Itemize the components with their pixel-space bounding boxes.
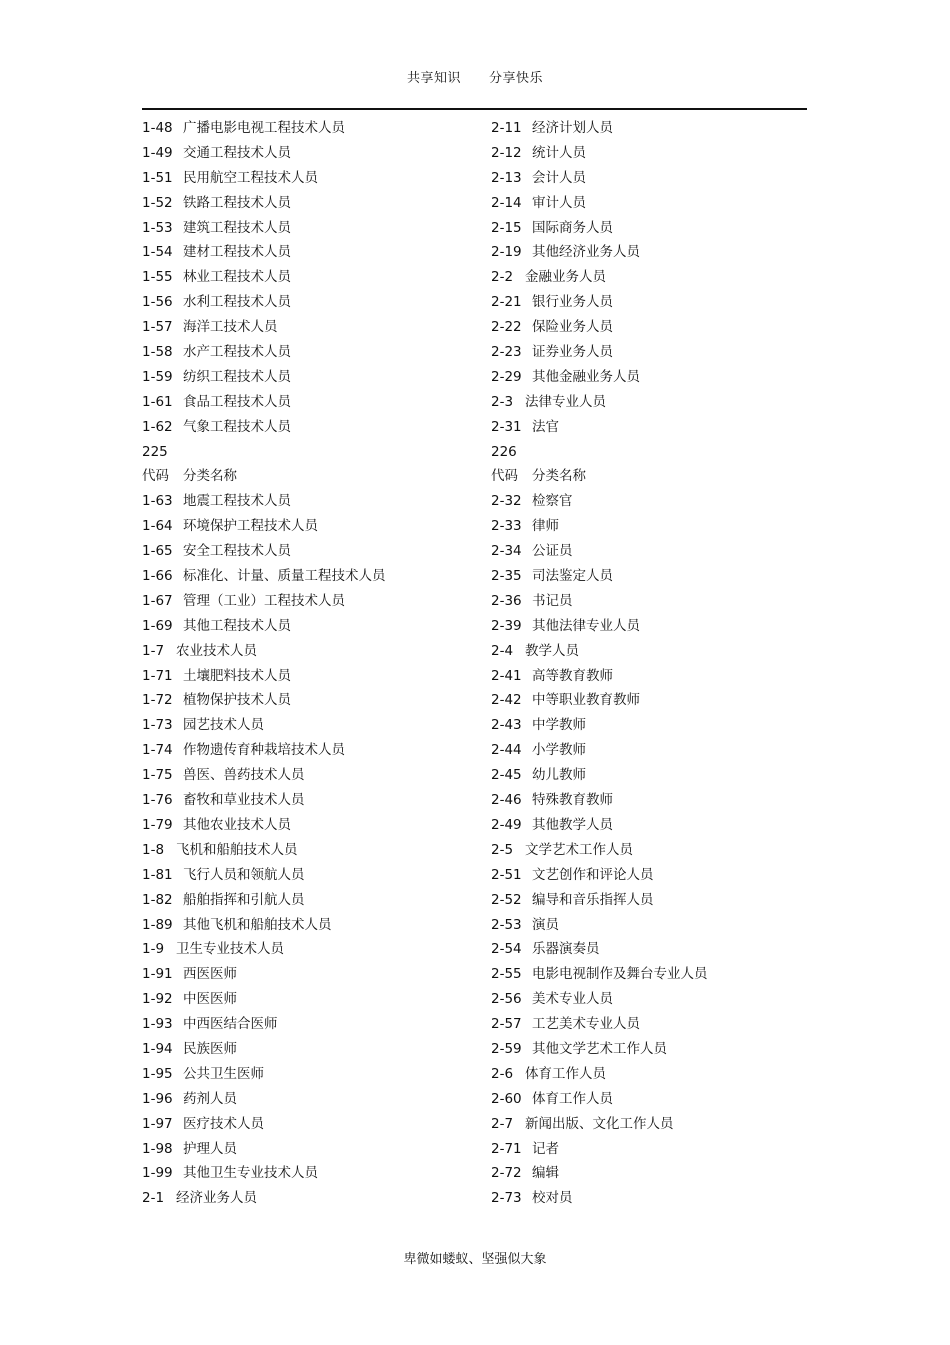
item-name: 植物保护技术人员 xyxy=(183,692,291,709)
list-item xyxy=(491,265,821,290)
list-item xyxy=(142,863,472,888)
item-name: 其他法律专业人员 xyxy=(532,617,640,634)
list-item xyxy=(491,688,821,713)
item-name: 水利工程技术人员 xyxy=(183,294,291,311)
item-code: 1-65 xyxy=(142,543,173,560)
list-item xyxy=(142,489,472,514)
list-item xyxy=(491,315,821,340)
list-item xyxy=(142,962,472,987)
list-item xyxy=(491,1112,821,1137)
list-item xyxy=(142,290,472,315)
item-code: 1-96 xyxy=(142,1090,173,1107)
list-item xyxy=(491,713,821,738)
item-name: 其他文学艺术工作人员 xyxy=(532,1040,667,1057)
item-name: 检察官 xyxy=(532,493,573,510)
item-name: 电影电视制作及舞台专业人员 xyxy=(532,966,708,983)
item-code: 代码 xyxy=(142,468,169,485)
list-item xyxy=(491,464,821,489)
list-item xyxy=(142,1037,472,1062)
list-item xyxy=(491,440,821,465)
item-name: 司法鉴定人员 xyxy=(532,568,613,585)
item-name: 水产工程技术人员 xyxy=(183,344,291,361)
item-code: 1-49 xyxy=(142,144,173,161)
item-name: 文学艺术工作人员 xyxy=(525,841,633,858)
list-item xyxy=(142,116,472,141)
item-name: 高等教育教师 xyxy=(532,667,613,684)
item-code: 1-69 xyxy=(142,617,173,634)
item-name: 其他金融业务人员 xyxy=(532,368,640,385)
item-code: 1-94 xyxy=(142,1040,173,1057)
item-code: 2-36 xyxy=(491,592,522,609)
list-item xyxy=(491,365,821,390)
list-item xyxy=(491,1037,821,1062)
item-code: 2-15 xyxy=(491,219,522,236)
list-item xyxy=(491,913,821,938)
list-item xyxy=(491,888,821,913)
list-item xyxy=(491,813,821,838)
item-code: 2-73 xyxy=(491,1190,522,1207)
item-name: 中学教师 xyxy=(532,717,586,734)
list-item xyxy=(491,514,821,539)
list-item xyxy=(142,514,472,539)
list-item xyxy=(142,913,472,938)
item-code: 1-93 xyxy=(142,1016,173,1033)
list-item xyxy=(142,713,472,738)
item-code: 2-49 xyxy=(491,816,522,833)
item-name: 广播电影电视工程技术人员 xyxy=(183,120,345,136)
list-item xyxy=(142,738,472,763)
list-item xyxy=(142,464,472,489)
item-code: 2-59 xyxy=(491,1040,522,1057)
list-item xyxy=(142,539,472,564)
item-code: 2-4 xyxy=(491,642,514,659)
item-code: 1-52 xyxy=(142,194,173,211)
item-code: 1-81 xyxy=(142,866,173,883)
list-item xyxy=(491,141,821,166)
item-code: 1-67 xyxy=(142,592,173,609)
item-code: 2-34 xyxy=(491,543,522,560)
item-code: 2-22 xyxy=(491,319,522,336)
item-code: 1-89 xyxy=(142,916,173,933)
list-item xyxy=(142,813,472,838)
item-name: 法官 xyxy=(532,418,559,435)
item-code: 1-59 xyxy=(142,368,173,385)
item-name: 保险业务人员 xyxy=(532,319,613,336)
item-name: 乐器演奏员 xyxy=(532,941,600,958)
item-name: 畜牧和草业技术人员 xyxy=(183,792,305,809)
list-item xyxy=(491,639,821,664)
item-name: 标准化、计量、质量工程技术人员 xyxy=(183,568,386,585)
item-code: 2-57 xyxy=(491,1016,522,1033)
item-name: 编导和音乐指挥人员 xyxy=(532,891,654,908)
item-name: 海洋工技术人员 xyxy=(183,319,278,336)
item-name: 审计人员 xyxy=(532,194,586,211)
item-code: 1-57 xyxy=(142,319,173,336)
item-code: 1-8 xyxy=(142,841,165,858)
list-item xyxy=(142,315,472,340)
item-name: 记者 xyxy=(532,1140,559,1157)
list-item xyxy=(142,688,472,713)
item-code: 1-58 xyxy=(142,344,173,361)
item-name: 分类名称 xyxy=(183,468,237,485)
item-code: 2-13 xyxy=(491,169,522,186)
item-code: 1-79 xyxy=(142,816,173,833)
item-code: 2-51 xyxy=(491,866,522,883)
page-footer: 卑微如蝼蚁、坚强似大象 xyxy=(403,1252,547,1267)
list-item xyxy=(142,987,472,1012)
item-name: 体育工作人员 xyxy=(532,1090,613,1107)
item-code: 1-99 xyxy=(142,1165,173,1182)
item-name: 地震工程技术人员 xyxy=(183,493,291,510)
item-name: 中医医师 xyxy=(183,991,237,1008)
list-item xyxy=(142,191,472,216)
item-code: 1-9 xyxy=(142,941,165,958)
item-code: 2-1 xyxy=(142,1190,165,1207)
item-code: 2-23 xyxy=(491,344,522,361)
item-code: 2-46 xyxy=(491,792,522,809)
item-code: 1-7 xyxy=(142,642,165,659)
item-code: 2-33 xyxy=(491,518,522,535)
item-name: 文艺创作和评论人员 xyxy=(532,866,654,883)
item-code: 2-32 xyxy=(491,493,522,510)
item-code: 226 xyxy=(491,443,517,460)
item-name: 教学人员 xyxy=(525,642,579,659)
item-name: 兽医、兽药技术人员 xyxy=(183,767,305,784)
list-item xyxy=(491,290,821,315)
list-item xyxy=(491,937,821,962)
item-code: 2-45 xyxy=(491,767,522,784)
list-item xyxy=(491,216,821,241)
item-code: 1-97 xyxy=(142,1115,173,1132)
item-name: 铁路工程技术人员 xyxy=(183,194,291,211)
list-item xyxy=(142,589,472,614)
item-code: 1-75 xyxy=(142,767,173,784)
item-name: 体育工作人员 xyxy=(525,1065,606,1082)
list-item xyxy=(491,1186,821,1211)
item-name: 特殊教育教师 xyxy=(532,792,613,809)
item-code: 2-54 xyxy=(491,941,522,958)
item-code: 2-6 xyxy=(491,1065,514,1082)
item-name: 园艺技术人员 xyxy=(183,717,264,734)
list-item xyxy=(491,390,821,415)
item-code: 1-95 xyxy=(142,1065,173,1082)
item-name: 飞机和船舶技术人员 xyxy=(176,841,298,858)
item-name: 药剂人员 xyxy=(183,1090,237,1107)
item-code: 1-98 xyxy=(142,1140,173,1157)
item-code: 2-43 xyxy=(491,717,522,734)
item-name: 气象工程技术人员 xyxy=(183,418,291,435)
item-code: 225 xyxy=(142,443,168,460)
list-item xyxy=(142,763,472,788)
item-code: 2-19 xyxy=(491,244,522,261)
list-item xyxy=(491,1062,821,1087)
item-code: 1-73 xyxy=(142,717,173,734)
item-name: 飞行人员和领航人员 xyxy=(183,866,305,883)
list-item xyxy=(491,614,821,639)
item-name: 作物遗传育种栽培技术人员 xyxy=(183,742,345,759)
item-code: 1-56 xyxy=(142,294,173,311)
item-name: 演员 xyxy=(532,916,559,933)
item-name: 公证员 xyxy=(532,543,573,560)
header-divider xyxy=(142,108,807,110)
list-item xyxy=(491,1137,821,1162)
right-column xyxy=(491,116,821,1211)
list-item xyxy=(491,1012,821,1037)
item-name: 工艺美术专业人员 xyxy=(532,1016,640,1033)
item-code: 1-48 xyxy=(142,120,173,136)
item-code: 1-71 xyxy=(142,667,173,684)
item-name: 校对员 xyxy=(532,1190,573,1207)
item-name: 经济计划人员 xyxy=(532,120,613,136)
list-item xyxy=(491,589,821,614)
list-item xyxy=(491,539,821,564)
item-name: 西医医师 xyxy=(183,966,237,983)
item-name: 安全工程技术人员 xyxy=(183,543,291,560)
item-name: 银行业务人员 xyxy=(532,294,613,311)
item-name: 交通工程技术人员 xyxy=(183,144,291,161)
list-item xyxy=(491,191,821,216)
item-code: 2-72 xyxy=(491,1165,522,1182)
list-item xyxy=(491,1161,821,1186)
item-code: 2-29 xyxy=(491,368,522,385)
left-column xyxy=(142,116,472,1211)
item-name: 其他教学人员 xyxy=(532,816,613,833)
list-item xyxy=(142,788,472,813)
list-item xyxy=(491,116,821,141)
item-name: 国际商务人员 xyxy=(532,219,613,236)
item-code: 1-53 xyxy=(142,219,173,236)
item-code: 1-74 xyxy=(142,742,173,759)
item-name: 中等职业教育教师 xyxy=(532,692,640,709)
item-code: 2-55 xyxy=(491,966,522,983)
item-name: 管理（工业）工程技术人员 xyxy=(183,592,345,609)
list-item xyxy=(491,240,821,265)
item-name: 其他农业技术人员 xyxy=(183,816,291,833)
list-item xyxy=(142,664,472,689)
item-code: 1-64 xyxy=(142,518,173,535)
list-item xyxy=(142,141,472,166)
list-item xyxy=(142,1112,472,1137)
item-code: 1-63 xyxy=(142,493,173,510)
item-name: 船舶指挥和引航人员 xyxy=(183,891,305,908)
item-code: 1-92 xyxy=(142,991,173,1008)
item-code: 2-2 xyxy=(491,269,514,286)
item-code: 2-52 xyxy=(491,891,522,908)
list-item xyxy=(491,838,821,863)
item-name: 公共卫生医师 xyxy=(183,1065,264,1082)
item-code: 2-7 xyxy=(491,1115,514,1132)
item-code: 1-72 xyxy=(142,692,173,709)
list-item xyxy=(491,489,821,514)
list-item xyxy=(142,614,472,639)
item-code: 1-76 xyxy=(142,792,173,809)
item-name: 卫生专业技术人员 xyxy=(176,941,284,958)
list-item xyxy=(491,863,821,888)
list-item xyxy=(142,1087,472,1112)
item-name: 医疗技术人员 xyxy=(183,1115,264,1132)
item-name: 金融业务人员 xyxy=(525,269,606,286)
list-item xyxy=(142,265,472,290)
list-item xyxy=(491,962,821,987)
item-code: 2-12 xyxy=(491,144,522,161)
list-item xyxy=(142,1062,472,1087)
list-item xyxy=(142,365,472,390)
list-item xyxy=(142,240,472,265)
item-name: 土壤肥料技术人员 xyxy=(183,667,291,684)
header-left-text: 共享知识 xyxy=(406,71,461,86)
item-name: 农业技术人员 xyxy=(176,642,257,659)
item-name: 小学教师 xyxy=(532,742,586,759)
list-item xyxy=(491,415,821,440)
item-code: 2-41 xyxy=(491,667,522,684)
item-code: 代码 xyxy=(491,468,518,485)
list-item xyxy=(142,564,472,589)
item-code: 1-61 xyxy=(142,393,173,410)
item-code: 2-21 xyxy=(491,294,522,311)
item-name: 林业工程技术人员 xyxy=(183,269,291,286)
list-item xyxy=(142,216,472,241)
header-right-text: 分享快乐 xyxy=(489,71,544,86)
list-item xyxy=(491,987,821,1012)
list-item xyxy=(142,340,472,365)
item-name: 法律专业人员 xyxy=(525,393,606,410)
item-code: 2-53 xyxy=(491,916,522,933)
item-code: 2-60 xyxy=(491,1090,522,1107)
list-item xyxy=(142,937,472,962)
list-item xyxy=(491,738,821,763)
item-name: 美术专业人员 xyxy=(532,991,613,1008)
item-name: 统计人员 xyxy=(532,144,586,161)
page-header xyxy=(0,67,950,86)
item-code: 2-14 xyxy=(491,194,522,211)
list-item xyxy=(491,763,821,788)
list-item xyxy=(142,838,472,863)
item-name: 新闻出版、文化工作人员 xyxy=(525,1115,674,1132)
item-name: 编辑 xyxy=(532,1165,559,1182)
list-item xyxy=(142,888,472,913)
list-item xyxy=(142,440,472,465)
item-code: 1-55 xyxy=(142,269,173,286)
item-name: 建筑工程技术人员 xyxy=(183,219,291,236)
item-code: 2-11 xyxy=(491,120,522,136)
item-name: 其他飞机和船舶技术人员 xyxy=(183,916,332,933)
item-code: 1-66 xyxy=(142,568,173,585)
list-item xyxy=(491,1087,821,1112)
list-item xyxy=(142,390,472,415)
list-item xyxy=(491,166,821,191)
list-item xyxy=(142,166,472,191)
list-item xyxy=(142,1186,472,1211)
item-name: 建材工程技术人员 xyxy=(183,244,291,261)
list-item xyxy=(142,1161,472,1186)
item-name: 幼儿教师 xyxy=(532,767,586,784)
item-name: 分类名称 xyxy=(532,468,586,485)
item-code: 1-51 xyxy=(142,169,173,186)
item-name: 中西医结合医师 xyxy=(183,1016,278,1033)
item-name: 经济业务人员 xyxy=(176,1190,257,1207)
item-name: 民族医师 xyxy=(183,1040,237,1057)
item-name: 证券业务人员 xyxy=(532,344,613,361)
item-code: 1-91 xyxy=(142,966,173,983)
item-code: 2-31 xyxy=(491,418,522,435)
item-name: 会计人员 xyxy=(532,169,586,186)
item-name: 护理人员 xyxy=(183,1140,237,1157)
item-name: 律师 xyxy=(532,518,559,535)
item-code: 2-44 xyxy=(491,742,522,759)
item-name: 食品工程技术人员 xyxy=(183,393,291,410)
item-code: 2-56 xyxy=(491,991,522,1008)
list-item xyxy=(142,415,472,440)
item-code: 1-54 xyxy=(142,244,173,261)
item-code: 2-71 xyxy=(491,1140,522,1157)
item-code: 2-42 xyxy=(491,692,522,709)
item-code: 2-35 xyxy=(491,568,522,585)
item-name: 其他工程技术人员 xyxy=(183,617,291,634)
list-item xyxy=(491,788,821,813)
item-name: 其他经济业务人员 xyxy=(532,244,640,261)
item-code: 2-39 xyxy=(491,617,522,634)
item-code: 2-3 xyxy=(491,393,514,410)
list-item xyxy=(491,564,821,589)
list-item xyxy=(491,664,821,689)
item-code: 1-62 xyxy=(142,418,173,435)
list-item xyxy=(142,1137,472,1162)
list-item xyxy=(142,1012,472,1037)
item-code: 2-5 xyxy=(491,841,514,858)
item-name: 纺织工程技术人员 xyxy=(183,368,291,385)
item-name: 其他卫生专业技术人员 xyxy=(183,1165,318,1182)
item-name: 书记员 xyxy=(532,592,573,609)
list-item xyxy=(491,340,821,365)
list-item xyxy=(142,639,472,664)
item-code: 1-82 xyxy=(142,891,173,908)
item-name: 环境保护工程技术人员 xyxy=(183,518,318,535)
item-name: 民用航空工程技术人员 xyxy=(183,169,318,186)
